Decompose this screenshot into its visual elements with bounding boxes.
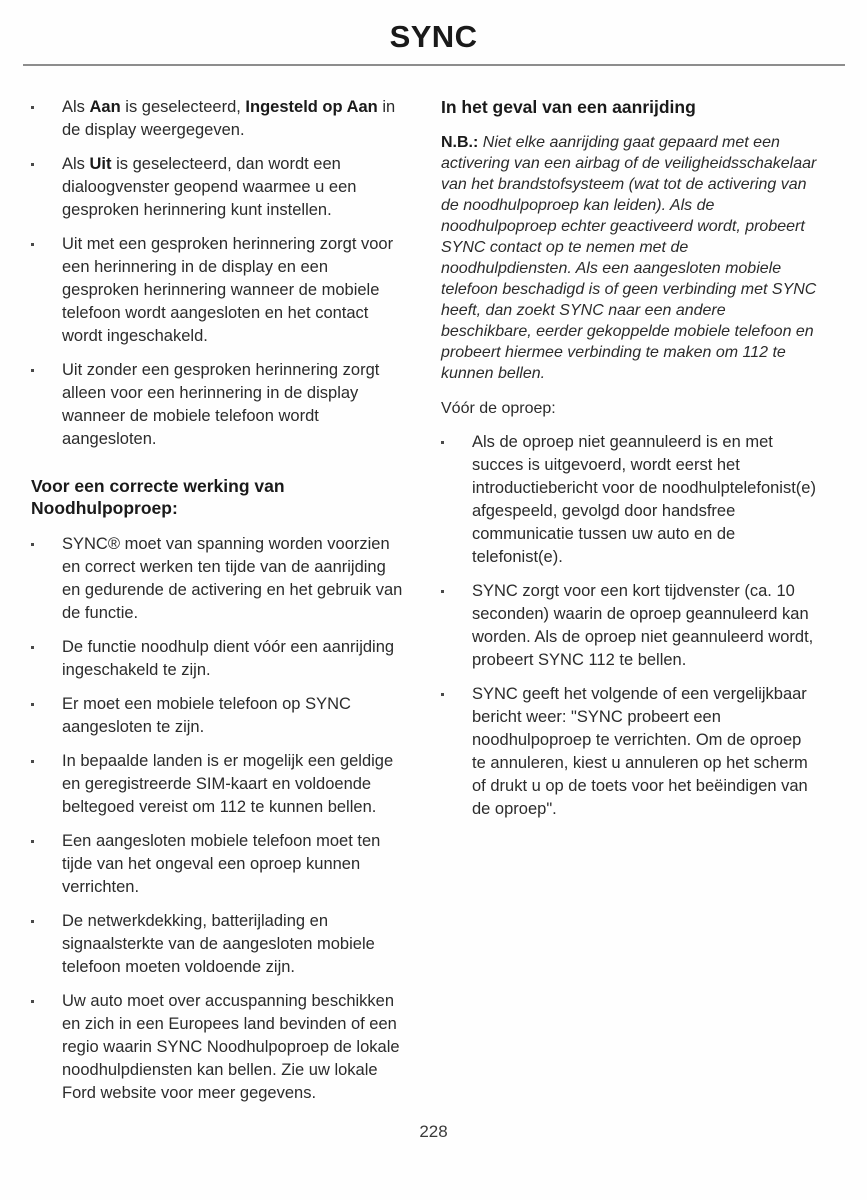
- list-item-text: De functie noodhulp dient vóór een aanrijding ingeschakeld te zijn.: [62, 638, 395, 679]
- list-item-text: Uw auto moet over accuspanning beschikken en zich in een Europees land bevinden of een regio waarin SYNC Noodhulpoproep de lokale noodhulpdiensten kan bellen. Zie uw lokale Ford website voor meer gegevens.: [62, 992, 400, 1102]
- bullet-dot-icon: [31, 163, 34, 166]
- page-number: 228: [419, 1122, 448, 1141]
- list-item: [441, 431, 817, 569]
- left-column-spacer: [31, 451, 407, 475]
- bullet-dot-icon: [31, 840, 34, 843]
- list-item: [31, 153, 407, 222]
- list-item-text: SYNC zorgt voor een kort tijdvenster (ca. 10 seconden) waarin de oproep geannuleerd kan worden. Als de oproep niet geannuleerd wordt, probeert SYNC 112 te bellen.: [472, 582, 814, 669]
- list-item: [31, 693, 407, 739]
- left-bottom-bullet-list: [31, 533, 407, 1105]
- note-paragraph: [441, 132, 817, 384]
- bullet-dot-icon: [441, 693, 444, 696]
- bullet-dot-icon: [31, 243, 34, 246]
- list-item-text: Er moet een mobiele telefoon op SYNC aangesloten te zijn.: [62, 695, 351, 736]
- bullet-dot-icon: [31, 920, 34, 923]
- bullet-dot-icon: [31, 646, 34, 649]
- list-item-text: Uit zonder een gesproken herinnering zorgt alleen voor een herinnering in de display wanneer de mobiele telefoon wordt aangesloten.: [62, 361, 380, 448]
- page-footer: [0, 1122, 867, 1142]
- page-header: [0, 20, 867, 54]
- bullet-dot-icon: [441, 441, 444, 444]
- bullet-dot-icon: [31, 543, 34, 546]
- list-item: [31, 910, 407, 979]
- list-item: [31, 96, 407, 142]
- right-section-heading: In het geval van een aanrijding: [441, 97, 696, 117]
- bullet-dot-icon: [31, 703, 34, 706]
- right-column: [441, 96, 817, 821]
- list-item: [31, 359, 407, 451]
- list-item-text: Als Uit is geselecteerd, dan wordt een dialoogvenster geopend waarmee u een gesproken herinnering kunt instellen.: [62, 155, 357, 219]
- page-title: SYNC: [389, 19, 478, 54]
- list-item-text: SYNC® moet van spanning worden voorzien en correct werken ten tijde van de aanrijding en gedurende de activering en het gebruik van de functie.: [62, 535, 403, 622]
- left-column: [31, 96, 407, 1105]
- note-body-text: Niet elke aanrijding gaat gepaard met een activering van een airbag of de veiligheidsschakelaar van het brandstofsysteem (wat tot de activering van de noodhulpoproep kan leiden). Als de noodhulpoproep echter geactiveerd wordt, probeert SYNC contact op te nemen met de noodhulpdiensten. Als een aangesloten mobiele telefoon beschadigd is of geen verbinding met SYNC heeft, dan zoekt SYNC naar een andere beschikbare, eerder gekoppelde mobiele telefoon en probeert hiermee verbinding te maken om 112 te kunnen bellen.: [441, 134, 817, 382]
- list-item: [31, 750, 407, 819]
- list-item-text: De netwerkdekking, batterijlading en signaalsterkte van de aangesloten mobiele telefoon moeten voldoende zijn.: [62, 912, 375, 976]
- list-item-text: Uit met een gesproken herinnering zorgt voor een herinnering in de display en een gesproken herinnering wanneer de mobiele telefoon wordt aangesloten en het contact wordt ingeschakeld.: [62, 235, 394, 345]
- bullet-dot-icon: [31, 369, 34, 372]
- bullet-dot-icon: [31, 106, 34, 109]
- bullet-dot-icon: [31, 760, 34, 763]
- two-column-body: [0, 96, 867, 1102]
- bullet-dot-icon: [31, 1000, 34, 1003]
- list-item: [31, 990, 407, 1105]
- list-item: [31, 830, 407, 899]
- left-section-heading: Voor een correcte werking van Noodhulpoproep:: [31, 476, 285, 518]
- list-item: [441, 580, 817, 672]
- left-top-bullet-list: [31, 96, 407, 451]
- list-item: [441, 683, 817, 821]
- note-label: N.B.:: [441, 134, 479, 151]
- list-item-text: Als de oproep niet geannuleerd is en met succes is uitgevoerd, wordt eerst het introductiebericht voor de noodhulptelefonist(e) afgespeeld, gevolgd door handsfree communicatie tussen uw auto en de telefonist(e).: [472, 433, 816, 566]
- list-item: [31, 233, 407, 348]
- list-item-text: Als Aan is geselecteerd, Ingesteld op Aan in de display weergegeven.: [62, 98, 396, 139]
- bullet-dot-icon: [441, 590, 444, 593]
- right-bullet-list: [441, 431, 817, 821]
- list-item-text: In bepaalde landen is er mogelijk een geldige en geregistreerde SIM-kaart en voldoende beltegoed vereist om 112 te kunnen bellen.: [62, 752, 394, 816]
- list-item: [31, 533, 407, 625]
- list-item-text: Een aangesloten mobiele telefoon moet ten tijde van het ongeval een oproep kunnen verrichten.: [62, 832, 381, 896]
- right-subheading: Vóór de oproep:: [441, 400, 556, 417]
- list-item-text: SYNC geeft het volgende of een vergelijkbaar bericht weer: "SYNC probeert een noodhulpoproep te verrichten. Om de oproep te annuleren, kiest u annuleren op het scherm of drukt u op de toets voor het beëindigen van de oproep".: [472, 685, 808, 818]
- list-item: [31, 636, 407, 682]
- header-divider-rule: [23, 64, 845, 66]
